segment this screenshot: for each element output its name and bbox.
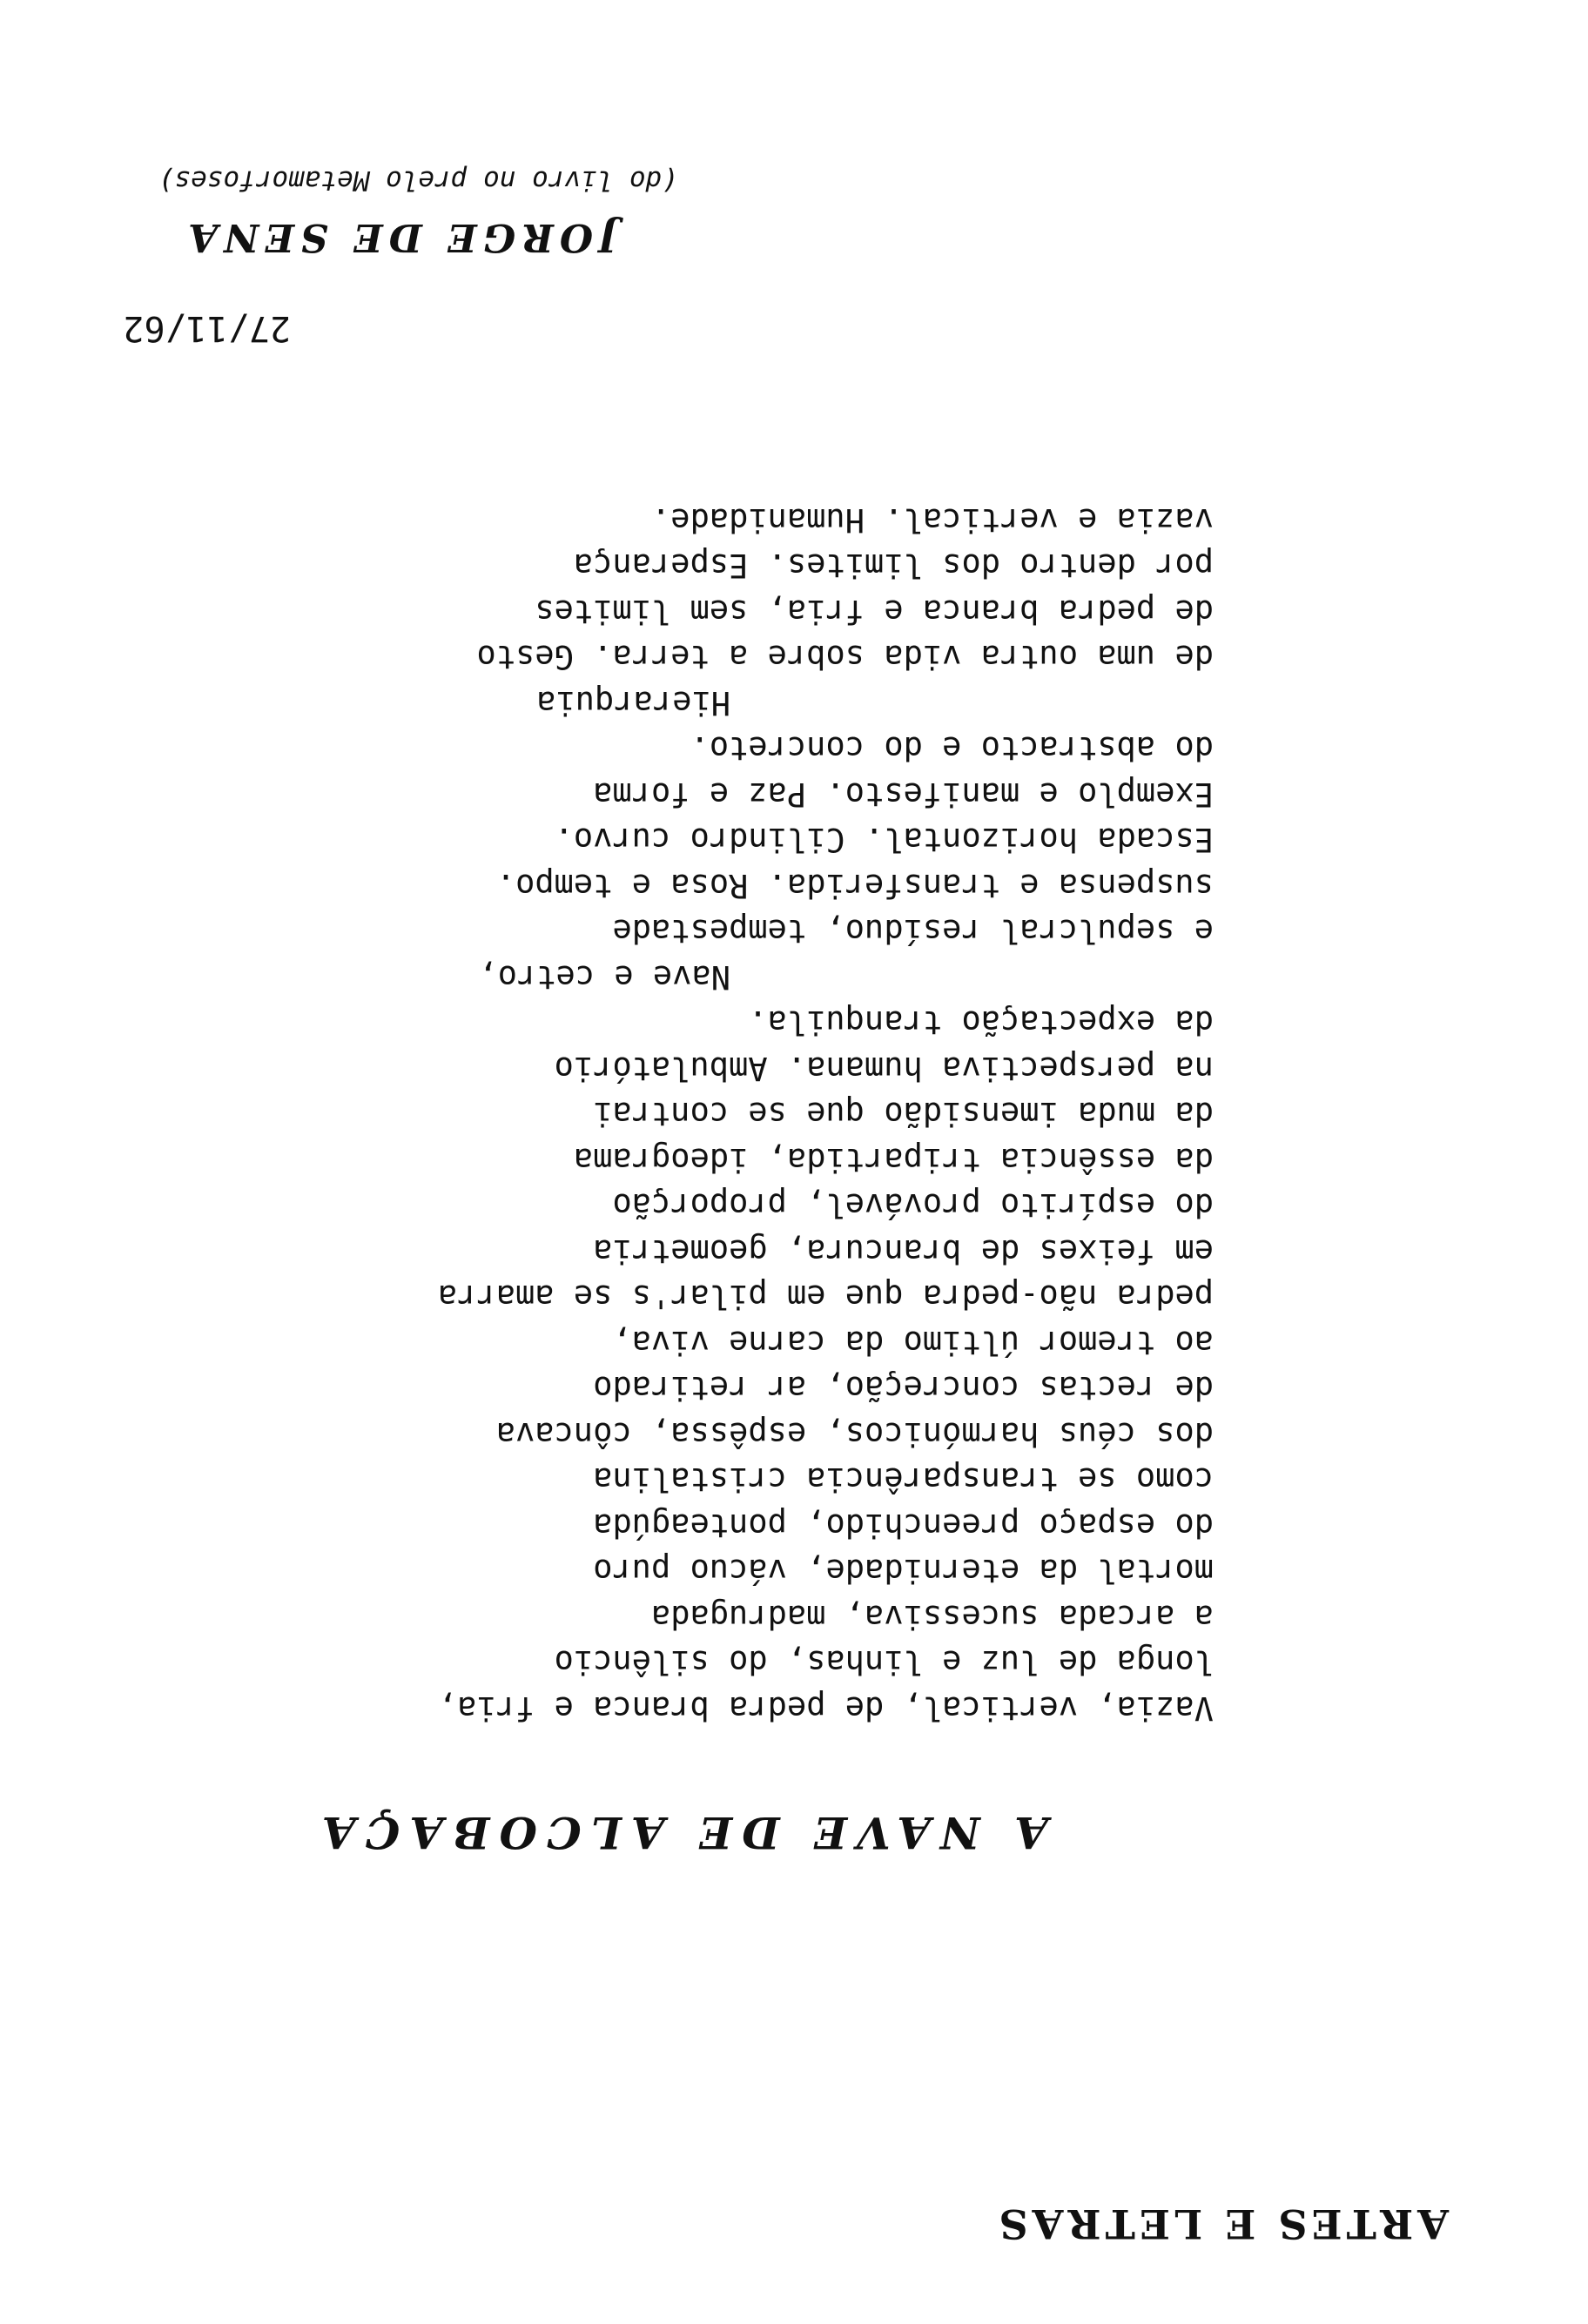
section-header: ARTES E LETRAS [994,2200,1449,2247]
poem-line: dos céus harmónicos, espêssa, côncava [495,1415,1214,1453]
poem-line: do espaço preenchido, ponteagúda [593,1507,1214,1544]
poem-line: Hierarquia [536,684,730,722]
source-note: (do livro no prelo Metamorfoses) [158,165,678,196]
poem-line: em feixes de brancura, geometria [593,1233,1214,1270]
poem-line: longa de luz e linhas, do silêncio [554,1643,1214,1682]
poem-date: 27/11/62 [123,308,291,348]
poem-body [438,497,1214,1731]
poem-line: pedra não-pedra que em pilar's se amarra [437,1278,1214,1316]
poem-line: Nave e cetro, [478,958,730,996]
poem-line: de rectas concreção, ar retirado [593,1369,1214,1407]
poem-line: do abstracto e do concreto. [690,729,1214,768]
poem-line: como se transparência cristalina [593,1461,1214,1499]
poem-line: da muda imensidão que se contrai [593,1095,1214,1133]
poem-line: vazia e vertical. Humanidade. [650,501,1214,539]
poem-title: A NAVE DE ALCOBAÇA [312,1807,1048,1858]
poem-line: de uma outra vida sobre a terra. Gesto [476,638,1214,676]
poem-line: da essência tripartida, ideograma [573,1141,1214,1179]
poem-line: Vazia, vertical, de pedra branca e fria, [437,1689,1214,1727]
poem-line: do espírito provável, proporção [612,1186,1214,1225]
poem-author: JORGE DE SENA [182,215,617,259]
poem-line: ao tremor último da carne viva, [612,1324,1214,1361]
poem-line: da expectação tranquila. [748,1004,1214,1042]
poem-line: suspensa e transferida. Rosa e tempo. [495,867,1214,904]
poem-line: de pedra branca e fria, sem limites [535,593,1214,630]
poem-line: Exemplo e manifesto. Paz e forma [593,776,1214,813]
poem-line: Escada horizontal. Cilindro curvo. [554,821,1214,859]
poem-line: mortal da eternidade, vácuo puro [593,1552,1214,1590]
poem-line: a arcada sucessiva, madrugada [650,1598,1214,1636]
poem-line: por dentro dos limites. Esperança [573,547,1214,585]
poem-line: e sepulcral resíduo, tempestade [612,912,1214,950]
poem-line: na perspectiva humana. Ambulatório [554,1050,1214,1087]
